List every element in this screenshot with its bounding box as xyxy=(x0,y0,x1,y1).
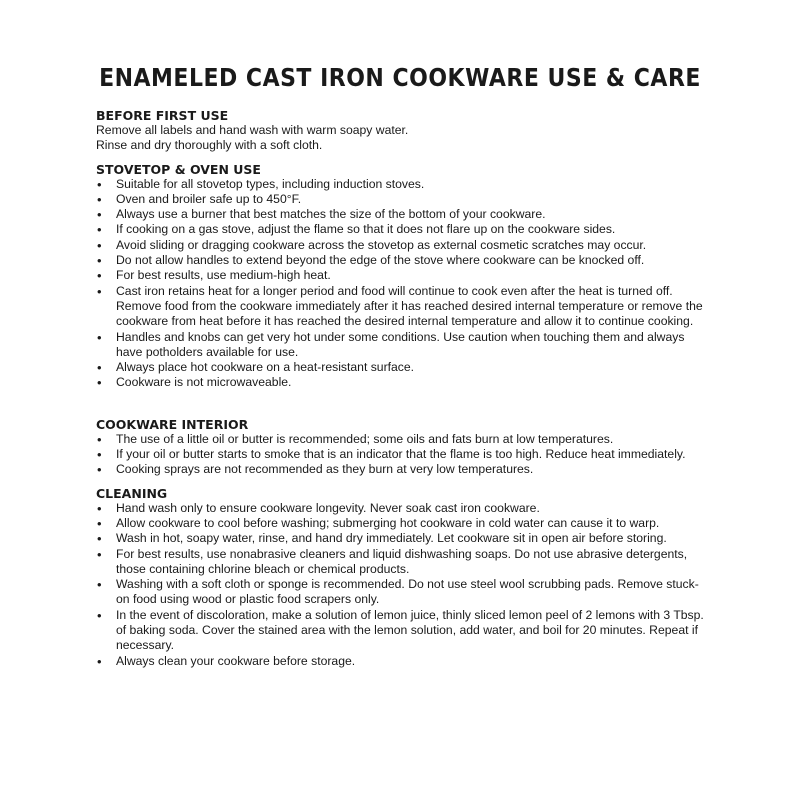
document-body xyxy=(96,108,712,669)
list-item xyxy=(96,360,712,375)
list-item-text: Always clean your cookware before storage. xyxy=(116,653,356,668)
list-item xyxy=(96,577,712,608)
section-heading: STOVETOP & OVEN USE xyxy=(96,161,261,177)
list-item-text: For best results, use nonabrasive cleaners and liquid dishwashing soaps. Do not use abrasive detergents, those containing chlorine bleach or chemical products. xyxy=(116,546,688,576)
bullet-icon: • xyxy=(97,176,102,192)
list-item-text: If your oil or butter starts to smoke that is an indicator that the flame is too high. Reduce heat immediately. xyxy=(116,447,686,462)
bullet-icon: • xyxy=(97,462,102,478)
bullet-icon: • xyxy=(97,360,102,376)
bullet-icon: • xyxy=(97,283,102,299)
list-item-text: For best results, use medium-high heat. xyxy=(116,268,331,283)
section-heading: BEFORE FIRST USE xyxy=(96,108,229,123)
bullet-icon: • xyxy=(97,207,102,223)
bullet-list xyxy=(96,432,712,478)
list-item-text: Always place hot cookware on a heat-resistant surface. xyxy=(116,360,415,375)
list-item xyxy=(96,253,712,268)
document-title: ENAMELED CAST IRON COOKWARE USE & CARE xyxy=(99,64,701,93)
list-item-text: Oven and broiler safe up to 450°F. xyxy=(116,191,302,206)
list-item xyxy=(96,608,712,654)
list-item xyxy=(96,238,712,253)
list-item-text: The use of a little oil or butter is recommended; some oils and fats burn at low temperatures. xyxy=(116,431,614,446)
list-item-text: Washing with a soft cloth or sponge is recommended. Do not use steel wool scrubbing pads. Remove stuck-on food using wood or plastic food scrapers only. xyxy=(116,577,699,607)
list-item xyxy=(96,284,712,330)
bullet-icon: • xyxy=(97,375,102,391)
bullet-icon: • xyxy=(97,500,102,516)
list-item xyxy=(96,654,712,669)
section-heading: COOKWARE INTERIOR xyxy=(96,416,249,432)
list-item-text: Suitable for all stovetop types, including induction stoves. xyxy=(116,176,425,191)
bullet-list xyxy=(96,177,712,391)
list-item xyxy=(96,547,712,578)
list-item xyxy=(96,447,712,462)
list-item xyxy=(96,501,712,516)
bullet-icon: • xyxy=(97,607,102,623)
list-item xyxy=(96,330,712,361)
section-cookware-interior xyxy=(96,417,712,478)
section-cleaning xyxy=(96,486,712,669)
list-item xyxy=(96,192,712,207)
bullet-icon: • xyxy=(97,329,102,345)
bullet-icon: • xyxy=(97,431,102,447)
bullet-icon: • xyxy=(97,191,102,207)
bullet-icon: • xyxy=(97,515,102,531)
list-item xyxy=(96,222,712,237)
list-item xyxy=(96,375,712,390)
bullet-icon: • xyxy=(97,268,102,284)
list-item-text: If cooking on a gas stove, adjust the flame so that it does not flare up on the cookware sides. xyxy=(116,222,616,237)
list-item-text: Cast iron retains heat for a longer period and food will continue to cook even after the heat is turned off. Remove food from the cookware immediately after it has reached desired internal temperature or remove the cookware from heat before it has reached the desired internal temperature and allow it to continue cooking. xyxy=(116,283,703,329)
list-item xyxy=(96,516,712,531)
section-stovetop-oven-use xyxy=(96,162,712,391)
list-item xyxy=(96,177,712,192)
bullet-icon: • xyxy=(97,577,102,593)
bullet-icon: • xyxy=(97,653,102,669)
list-item-text: Allow cookware to cool before washing; submerging hot cookware in cold water can cause it to warp. xyxy=(116,515,660,530)
list-item-text: Cooking sprays are not recommended as they burn at very low temperatures. xyxy=(116,462,534,477)
list-item-text: Handles and knobs can get very hot under some conditions. Use caution when touching them and always have potholders available for use. xyxy=(116,329,685,359)
bullet-icon: • xyxy=(97,531,102,547)
list-item-text: In the event of discoloration, make a solution of lemon juice, thinly sliced lemon peel of 2 lemons with 3 Tbsp. of baking soda. Cover the stained area with the lemon solution, add water, and boil for 20 minutes. Repeat if necessary. xyxy=(116,607,704,653)
section-before-first-use xyxy=(96,108,712,154)
list-item xyxy=(96,531,712,546)
list-item-text: Do not allow handles to extend beyond the edge of the stove where cookware can be knocked off. xyxy=(116,253,645,268)
bullet-list xyxy=(96,501,712,669)
list-item xyxy=(96,207,712,222)
list-item xyxy=(96,268,712,283)
list-item-text: Cookware is not microwaveable. xyxy=(116,375,292,390)
list-item xyxy=(96,432,712,447)
list-item xyxy=(96,462,712,477)
bullet-icon: • xyxy=(97,546,102,562)
bullet-icon: • xyxy=(97,237,102,253)
section-paragraph: Rinse and dry thoroughly with a soft cloth. xyxy=(96,138,323,153)
list-item-text: Wash in hot, soapy water, rinse, and hand dry immediately. Let cookware sit in open air before storing. xyxy=(116,531,667,546)
section-heading: CLEANING xyxy=(96,485,168,501)
list-item-text: Avoid sliding or dragging cookware across the stovetop as external cosmetic scratches may occur. xyxy=(116,237,647,252)
bullet-icon: • xyxy=(97,222,102,238)
bullet-icon: • xyxy=(97,253,102,269)
section-paragraph: Remove all labels and hand wash with warm soapy water. xyxy=(96,123,409,137)
list-item-text: Hand wash only to ensure cookware longevity. Never soak cast iron cookware. xyxy=(116,500,540,515)
list-item-text: Always use a burner that best matches the size of the bottom of your cookware. xyxy=(116,207,546,222)
bullet-icon: • xyxy=(97,447,102,463)
